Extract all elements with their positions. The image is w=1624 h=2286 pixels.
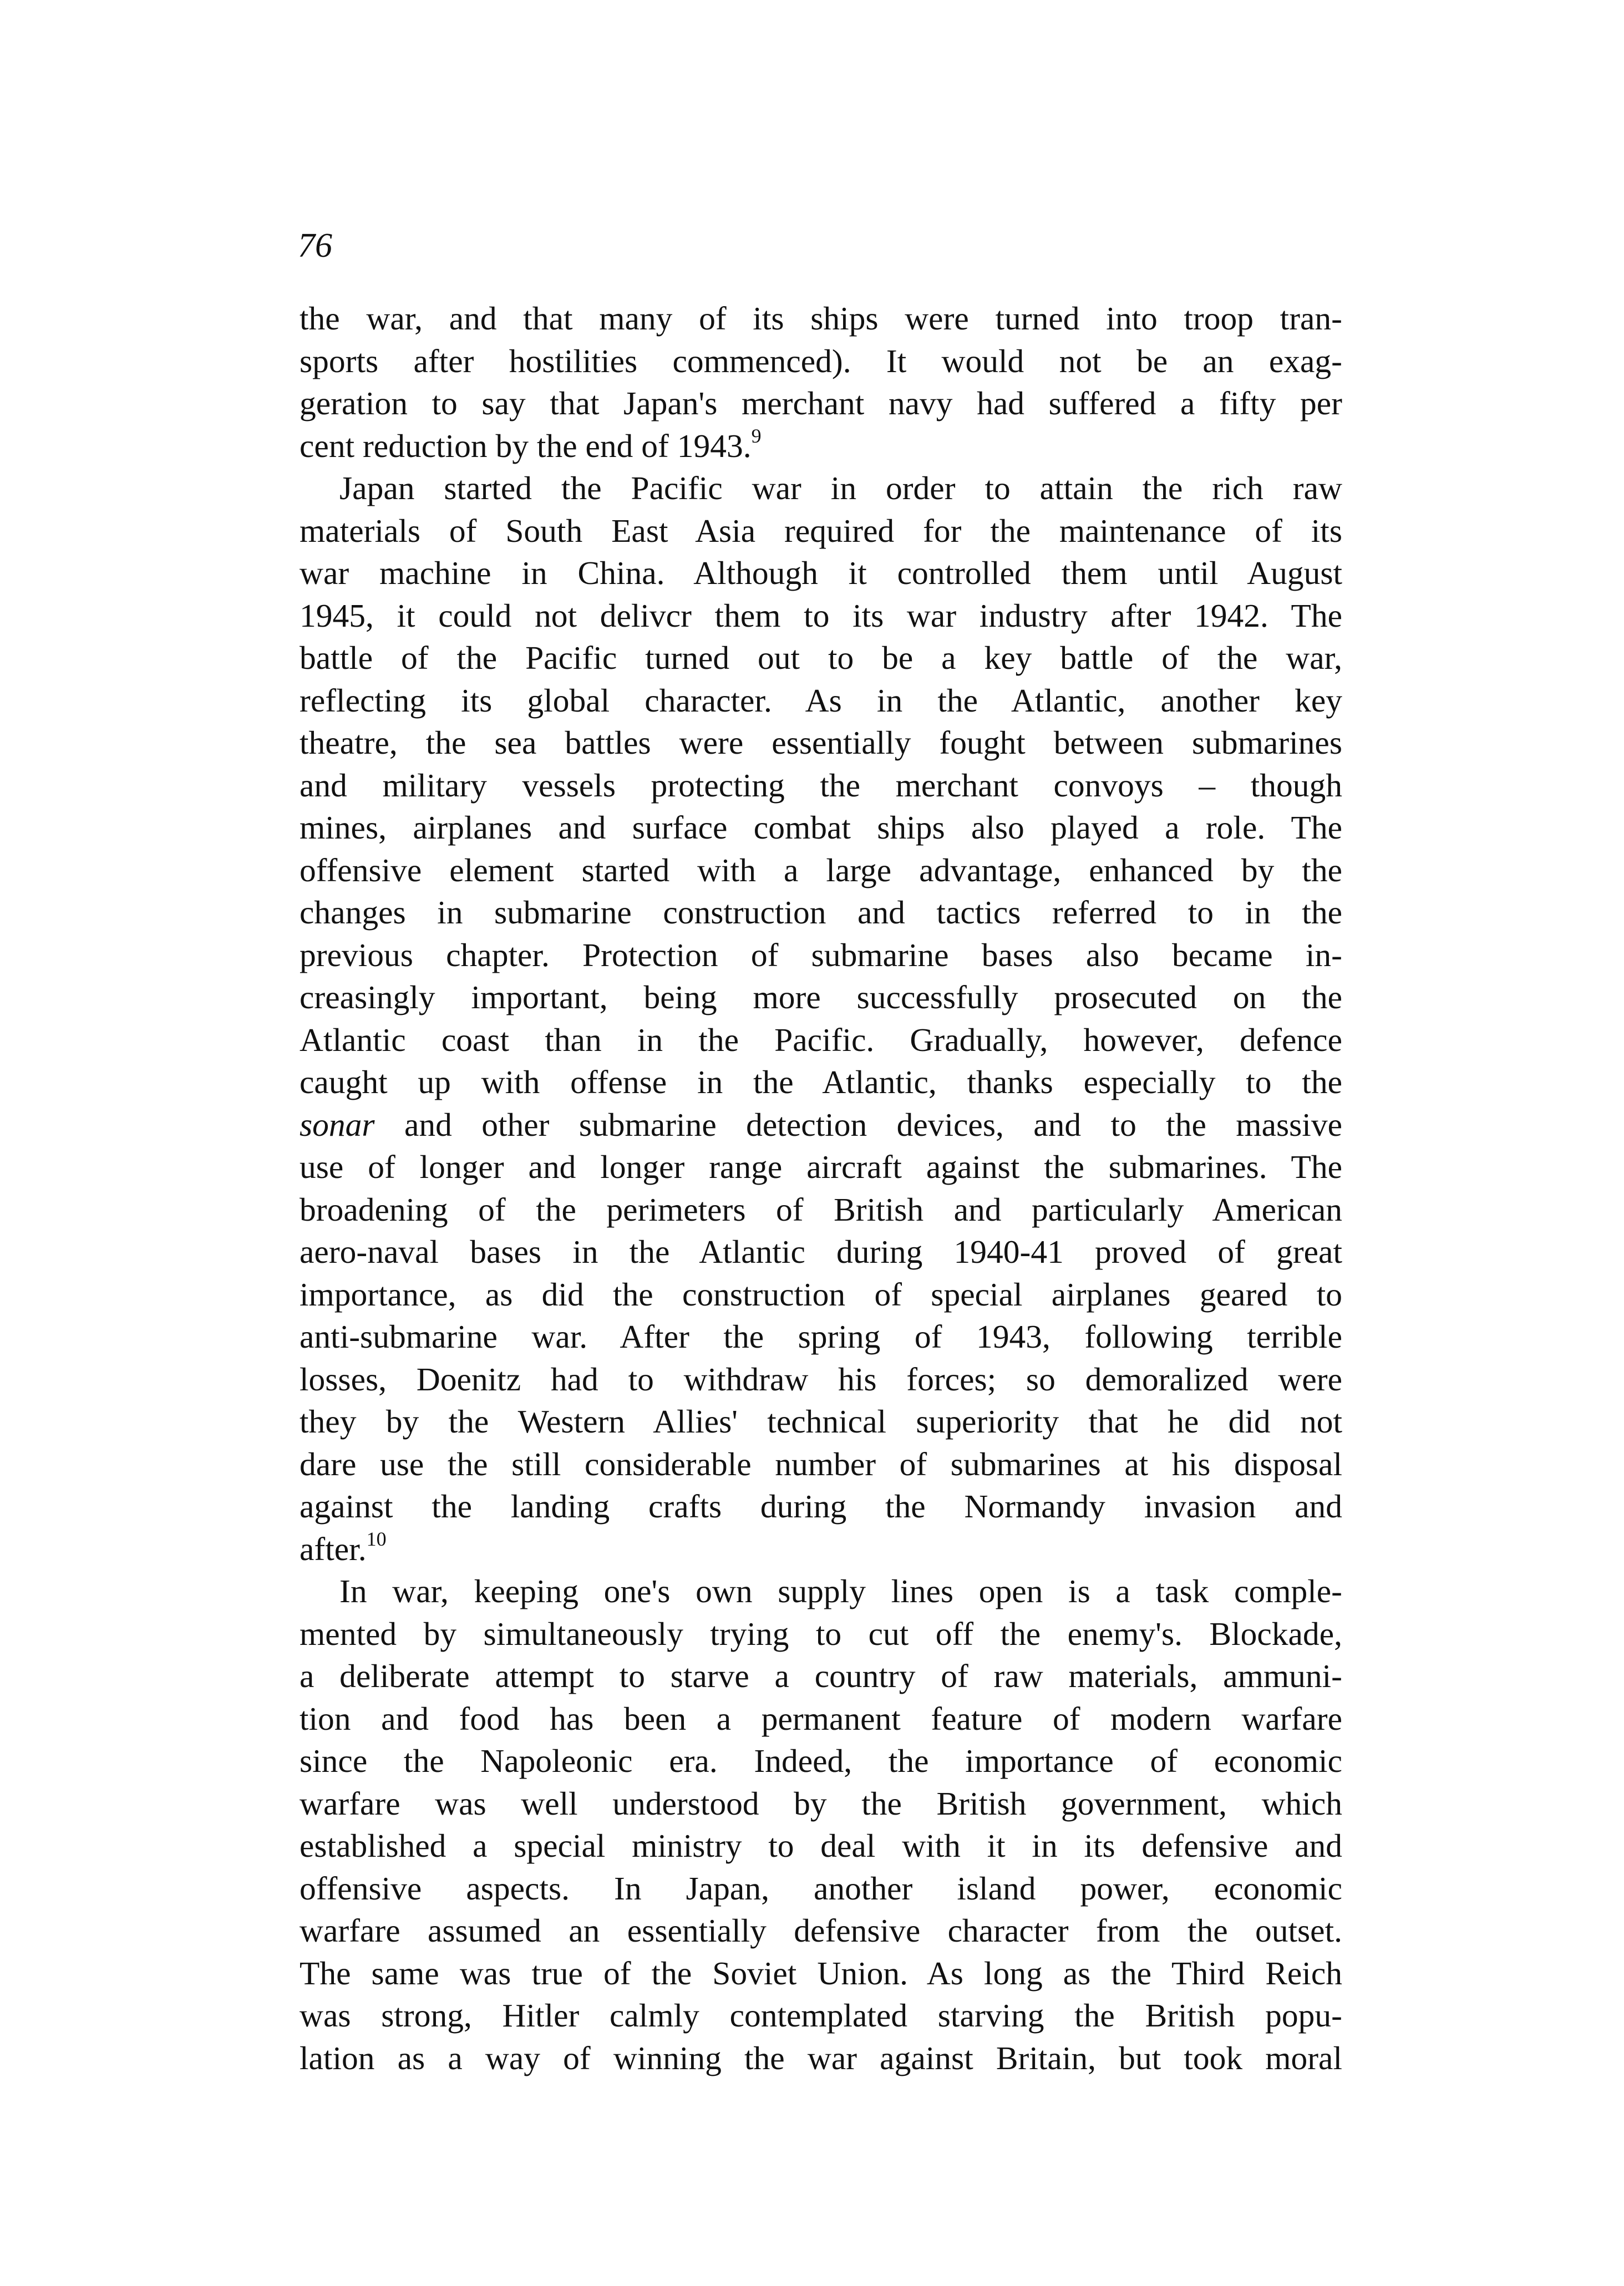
text-fragment: and other submarine detection devices, and to the massive [374,1106,1342,1143]
text-line: creasingly important, being more successfully prosecuted on the [300,979,1342,1015]
text-line: mines, airplanes and surface combat ships also played a role. The [300,809,1342,846]
footnote-marker: 10 [366,1527,387,1550]
text-line: losses, Doenitz had to withdraw his forces; so demoralized were [300,1360,1342,1398]
text-line: theatre, the sea battles were essentially fought between submarines [300,724,1342,761]
text-fragment: after. [300,1530,367,1567]
text-line: the war, and that many of its ships were turned into troop tran- [300,300,1342,337]
text-line: Atlantic coast than in the Pacific. Gradually, however, defence [300,1021,1342,1058]
text-line: war machine in China. Although it controlled them until August [300,555,1342,591]
text-line: sports after hostilities commenced). It would not be an exag- [300,342,1342,379]
text-line: battle of the Pacific turned out to be a key battle of the war, [300,639,1342,676]
text-line: changes in submarine construction and tactics referred to in the [300,894,1342,931]
text-line [300,1528,1342,1571]
footnote-marker: 9 [751,424,762,447]
text-line: offensive aspects. In Japan, another island power, economic [300,1870,1342,1907]
body-text [300,297,1342,2079]
text-line: a deliberate attempt to starve a country of raw materials, ammuni- [300,1658,1342,1694]
text-line: 1945, it could not delivcr them to its war industry after 1942. The [300,597,1342,634]
text-line: established a special ministry to deal with it in its defensive and [300,1827,1342,1864]
text-line: Japan started the Pacific war in order to attain the rich raw [339,470,1342,506]
text-line: The same was true of the Soviet Union. As long as the Third Reich [300,1954,1342,1992]
text-line: reflecting its global character. As in the Atlantic, another key [300,682,1342,719]
text-line: caught up with offense in the Atlantic, thanks especially to the [300,1064,1342,1100]
text-line: lation as a way of winning the war against Britain, but took moral [300,2039,1342,2076]
text-line: aero-naval bases in the Atlantic during 1940-41 proved of great [300,1233,1342,1270]
text-line: and military vessels protecting the merchant convoys – though [300,766,1342,804]
text-line: tion and food has been a permanent feature of modern warfare [300,1700,1342,1737]
text-line [300,1104,1342,1146]
text-line: importance, as did the construction of special airplanes geared to [300,1276,1342,1313]
text-line: was strong, Hitler calmly contemplated starving the British popu- [300,1997,1342,2034]
text-line: mented by simultaneously trying to cut off the enemy's. Blockade, [300,1615,1342,1652]
text-line: materials of South East Asia required for the maintenance of its [300,512,1342,549]
text-line: use of longer and longer range aircraft against the submarines. The [300,1149,1342,1185]
italic-term: sonar [300,1106,375,1143]
text-line: broadening of the perimeters of British and particularly American [300,1191,1342,1228]
text-line: In war, keeping one's own supply lines open is a task comple- [339,1573,1342,1609]
text-line: anti-submarine war. After the spring of 1943, following terrible [300,1318,1342,1355]
text-line [300,425,1342,468]
text-line: geration to say that Japan's merchant navy had suffered a fifty per [300,385,1342,421]
text-line: against the landing crafts during the Normandy invasion and [300,1488,1342,1525]
text-line: warfare assumed an essentially defensive character from the outset. [300,1912,1342,1949]
text-line: dare use the still considerable number of submarines at his disposal [300,1445,1342,1482]
page-number: 76 [298,227,332,265]
text-line: previous chapter. Protection of submarine bases also became in- [300,936,1342,973]
text-fragment: cent reduction by the end of 1943. [300,427,752,464]
text-line: since the Napoleonic era. Indeed, the importance of economic [300,1743,1342,1779]
text-line: they by the Western Allies' technical superiority that he did not [300,1403,1342,1440]
text-line: offensive element started with a large advantage, enhanced by the [300,851,1342,888]
text-line: warfare was well understood by the British government, which [300,1785,1342,1822]
